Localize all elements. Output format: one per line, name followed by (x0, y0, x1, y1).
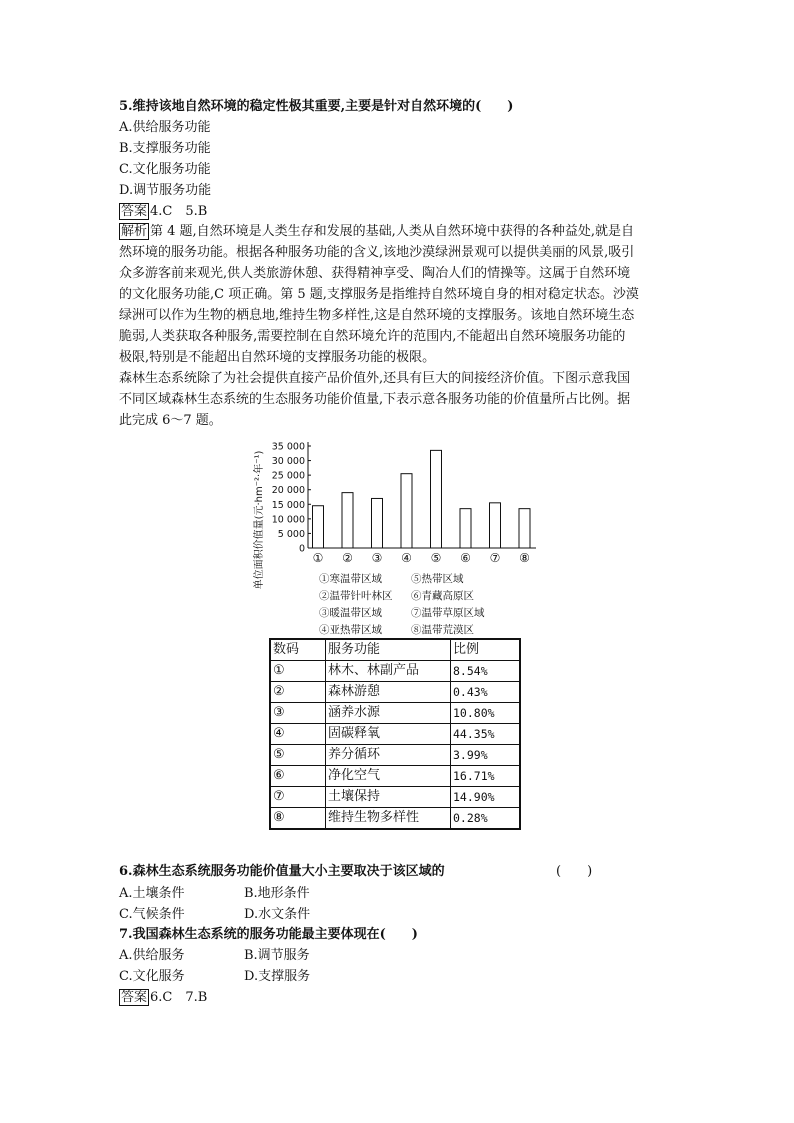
intro-line-3: 此完成 6～7 题。 (119, 413, 222, 428)
q5-option-b: B.支撑服务功能 (119, 141, 211, 156)
legend-item-4: ④亚热带区域 (319, 624, 382, 636)
bar-5 (431, 450, 442, 548)
analysis-line-7: 极限,特别是不能超出自然环境的支撑服务功能的极限。 (119, 350, 436, 365)
y-tick-label: 25 000 (271, 470, 305, 482)
table-row: ④ 固碳释氧 44.35% (270, 724, 520, 745)
q5-stem: 5.维持该地自然环境的稳定性极其重要,主要是针对自然环境的( ) (119, 99, 514, 114)
legend-item-6: ⑥青藏高原区 (411, 590, 474, 602)
y-tick-label: 20 000 (271, 485, 305, 497)
legend-item-1: ①寒温带区域 (319, 573, 382, 585)
service-proportion-table (269, 638, 521, 830)
x-tick-label: ⑤ (430, 551, 442, 565)
x-tick-labels (313, 551, 530, 565)
legend-item-8: ⑧温带荒漠区 (411, 624, 474, 636)
y-tick-label: 10 000 (271, 514, 305, 526)
x-tick-label: ② (342, 551, 353, 565)
bar-8 (519, 509, 530, 548)
x-tick-label: ① (312, 551, 324, 565)
q6-option-c: C.气候条件 (119, 907, 185, 922)
legend-item-3: ③暖温带区域 (319, 607, 382, 619)
q7-option-b: B.调节服务 (244, 948, 310, 963)
bar-2 (342, 493, 353, 548)
q6-option-a: A.土壤条件 (119, 886, 185, 901)
q5-option-d: D.调节服务功能 (119, 183, 212, 198)
x-tick-label: ⑧ (519, 551, 530, 565)
q6-stem: 6.森林生态系统服务功能价值量大小主要取决于该区域的 (119, 864, 445, 879)
x-tick-label: ③ (371, 551, 383, 565)
value-bar-chart (250, 432, 550, 640)
table-row: ⑧ 维持生物多样性 0.28% (270, 808, 520, 830)
table-row: ⑥ 净化空气 16.71% (270, 766, 520, 787)
q6-paren: ( ) (556, 864, 593, 879)
y-tick-label: 0 (298, 543, 305, 555)
analysis-tag: 解析 (121, 224, 148, 239)
intro-line-2: 不同区域森林生态系统的生态服务功能价值量,下表示意各服务功能的价值量所占比例。据 (119, 392, 631, 407)
analysis-line-4: 的文化服务功能,C 项正确。第 5 题,支撑服务是指维持自然环境自身的相对稳定状态。沙漠 (119, 287, 639, 302)
q5-option-c: C.文化服务功能 (119, 162, 211, 177)
answer-block-2 (119, 988, 207, 1008)
q6-option-d: D.水文条件 (244, 907, 311, 922)
analysis-line-1: 解析 第 4 题,自然环境是人类生存和发展的基础,人类从自然环境中获得的各种益处,就是自 (121, 224, 634, 239)
chart-bars (313, 450, 531, 548)
table-row: ⑦ 土壤保持 14.90% (270, 787, 520, 808)
legend-item-7: ⑦温带草原区域 (411, 607, 485, 619)
bar-7 (490, 503, 501, 548)
x-tick-label: ⑦ (489, 551, 501, 565)
q5-option-a: A.供给服务功能 (119, 120, 211, 135)
q7-option-d: D.支撑服务 (244, 969, 311, 984)
answer-text: 6.C 7.B (150, 990, 208, 1005)
table-header: 服务功能 (326, 639, 451, 661)
legend-item-5: ⑤热带区域 (411, 573, 464, 585)
analysis-line-5: 绿洲可以作为生物的栖息地,维持生物多样性,这是自然环境的支撑服务。该地自然环境生态 (119, 308, 635, 323)
bar-6 (460, 509, 471, 548)
answer-block-1 (119, 202, 207, 222)
q7-option-a: A.供给服务 (119, 948, 185, 963)
x-tick-label: ⑥ (460, 551, 471, 565)
q7-stem: 7.我国森林生态系统的服务功能最主要体现在( ) (119, 927, 418, 942)
y-tick-label: 15 000 (271, 499, 305, 511)
table-row: ① 林木、林副产品 8.54% (270, 661, 520, 682)
analysis-line-6: 脆弱,人类获取各种服务,需要控制在自然环境允许的范围内,不能超出自然环境服务功能的 (119, 329, 626, 344)
table-row: ③ 涵养水源 10.80% (270, 703, 520, 724)
y-axis-label: 单位面积价值量(元·hm⁻²·年⁻¹) (254, 450, 265, 590)
q7-option-c: C.文化服务 (119, 969, 185, 984)
y-tick-labels (272, 442, 311, 555)
table-row: ⑤ 养分循环 3.99% (270, 745, 520, 766)
q6-option-b: B.地形条件 (244, 886, 310, 901)
y-tick-label: 35 000 (271, 441, 305, 453)
bar-4 (401, 474, 412, 548)
table-header: 比例 (451, 639, 521, 661)
x-tick-label: ④ (401, 551, 412, 565)
intro-line-1: 森林生态系统除了为社会提供直接产品价值外,还具有巨大的间接经济价值。下图示意我国 (119, 371, 631, 386)
answer-text: 4.C 5.B (150, 204, 208, 219)
table-row: ② 森林游憩 0.43% (270, 682, 520, 703)
table-header: 数码 (270, 639, 326, 661)
y-tick-label: 30 000 (271, 456, 305, 468)
analysis-line-3: 众多游客前来观光,供人类旅游休憩、获得精神享受、陶冶人们的情操等。这属于自然环境 (119, 266, 631, 281)
legend-item-2: ②温带针叶林区 (319, 590, 393, 602)
answer-tag: 答案 (121, 204, 148, 219)
bar-3 (372, 498, 383, 548)
bar-1 (313, 506, 324, 548)
answer-tag: 答案 (121, 990, 148, 1005)
table-header-row (270, 639, 520, 661)
analysis-line-2: 然环境的服务功能。根据各种服务功能的含义,该地沙漠绿洲景观可以提供美丽的风景,吸引 (119, 245, 635, 260)
y-tick-label: 5 000 (277, 528, 305, 540)
